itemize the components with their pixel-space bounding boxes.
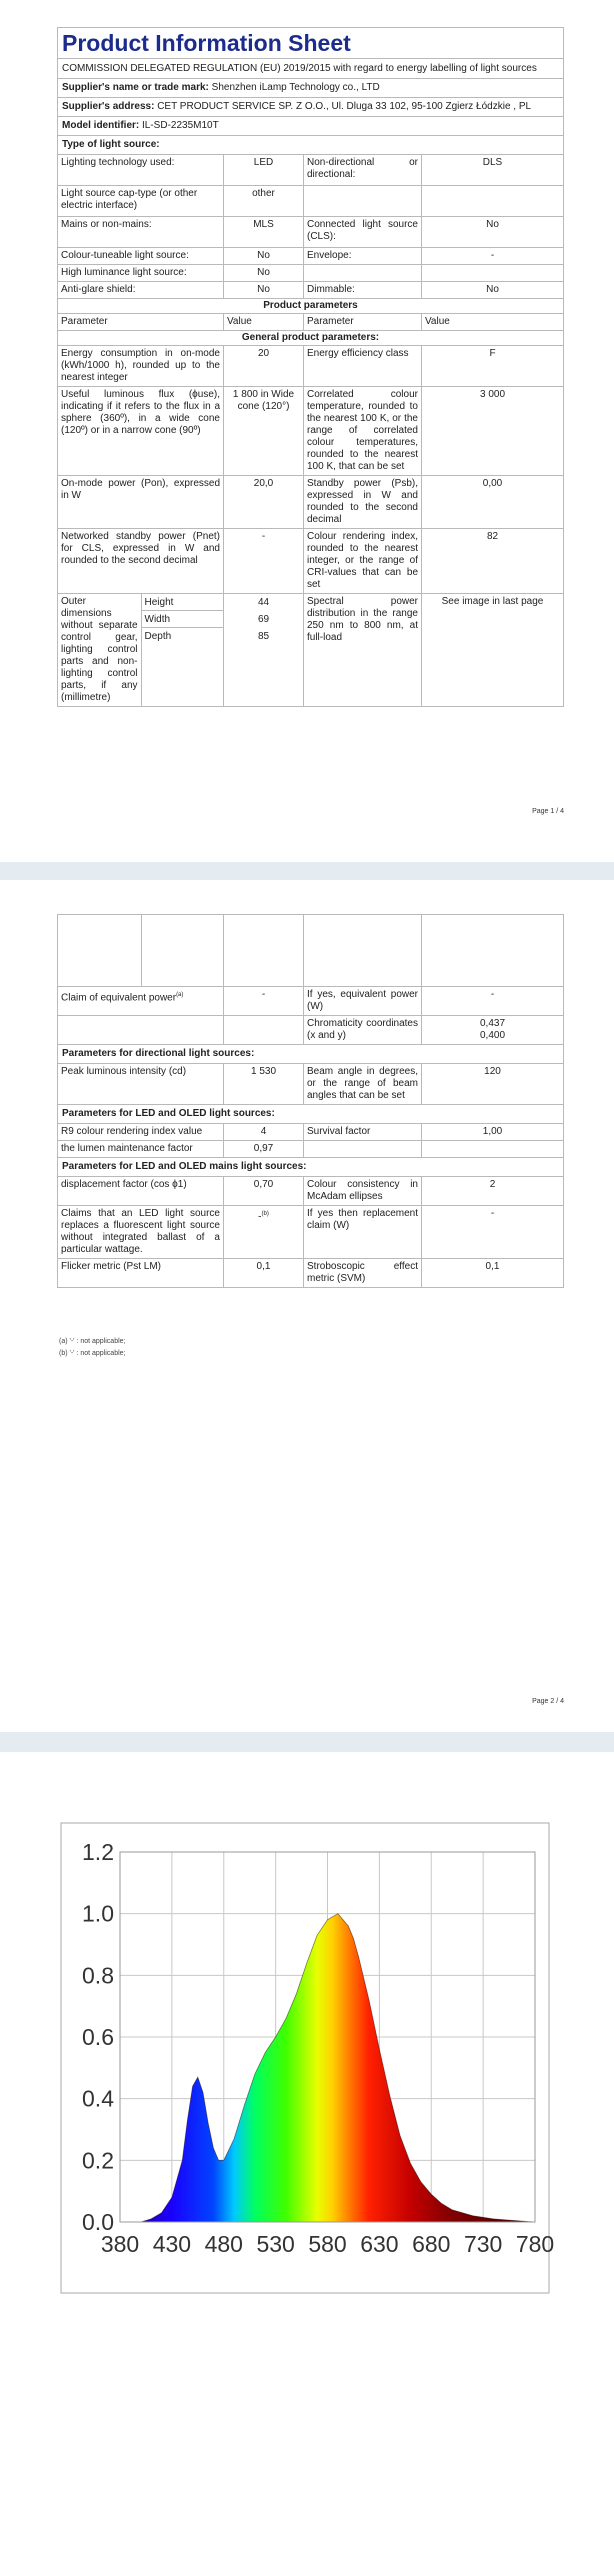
outer-dimensions [58,594,224,706]
product-params-heading: Product parameters [263,300,358,311]
cap-label: Light source cap-type (or other electric interface) [58,186,224,216]
col-value: Value [224,314,304,330]
connected-label: Connected light source (CLS): [304,217,422,247]
page-3 [0,1752,614,2560]
strobo-label: Stroboscopic effect metric (SVM) [304,1259,422,1287]
supplier-name-label: Supplier's name or trade mark: [62,82,209,93]
page-number-1: Page 1 / 4 [532,808,564,815]
mains-label: Mains or non-mains: [58,217,224,247]
spectral-label: Spectral power distribution in the range 250 nm to 800 nm, at full-load [304,594,422,706]
x-tick-label: 430 [152,2231,192,2257]
depth-label: Depth [144,631,172,642]
mains-value: MLS [224,217,304,247]
supplier-address-label: Supplier's address: [62,101,155,112]
y-tick-label: 1.2 [82,1839,114,1865]
survival-label: Survival factor [304,1124,422,1140]
col-value-2: Value [425,316,450,327]
fluor-label: Claims that an LED light source replaces a fluorescent light source without integrated ballast of a particular wattage. [58,1206,224,1258]
footnotes [57,1336,125,1360]
networked-value: - [224,529,304,593]
strobo-value: 0,1 [485,1261,500,1272]
footnote-a: (a) '-' : not applicable; [59,1338,126,1345]
equiv-power-value: - [490,989,495,1000]
cri-label: Colour rendering index, rounded to the nearest integer, or the range of CRI-values that can be set [304,529,422,593]
x-tick-label: 680 [412,2231,451,2257]
model-label: Model identifier: [62,120,140,131]
sheet-title: Product Information Sheet [58,28,563,59]
height-label: Height [142,594,223,611]
efficiency-label: Energy efficiency class [304,346,422,386]
colour-tune-value: No [224,248,304,264]
col-parameter: Parameter [58,314,224,330]
depth-value: 85 [257,631,270,642]
width-value: 69 [257,614,270,625]
consistency-value: 2 [489,1179,496,1190]
cct-value: 3 000 [479,389,506,400]
envelope-label: Envelope: [304,248,422,264]
high-lum-label: High luminance light source: [58,265,224,281]
energy-value: 20 [224,346,304,386]
cap-value: other [224,186,304,216]
height-value: 44 [257,597,270,608]
equiv-power-label: If yes, equivalent power (W) [304,987,422,1015]
displacement-value: 0,70 [224,1177,304,1205]
flicker-value: 0,1 [224,1259,304,1287]
flicker-label: Flicker metric (Pst LM) [58,1259,224,1287]
width-label: Width [142,611,223,628]
supplier-name-row [58,79,384,97]
high-lum-value: No [224,265,304,281]
directional-label: Non-directional or directional: [304,155,422,185]
networked-label: Networked standby power (Pnet) for CLS, expressed in W and rounded to the second decimal [58,529,224,593]
y-tick-label: 0.0 [82,2209,114,2235]
y-tick-label: 0.4 [82,2085,114,2112]
flux-label: Useful luminous flux (ϕuse), indicating if it refers to the flux in a sphere (360º), in a wide cone (120º) or in a narrow cone (90º) [58,387,224,475]
chroma-label: Chromaticity coordinates (x and y) [304,1016,422,1044]
lumen-maint-value: 0,97 [224,1141,304,1157]
fluor-value: -$^{(b)}$ [224,1206,304,1258]
page-2 [0,880,614,1732]
spectrum-area [120,1914,535,2222]
page-separator [0,862,614,880]
x-tick-label: 780 [515,2231,555,2257]
info-sheet-page-1 [57,27,564,707]
general-heading: General product parameters: [241,332,380,343]
cct-label: Correlated colour temperature, rounded to the nearest 100 K, or the range of correlated colour temperatures, rounded to the nearest 100 K, that can be set [304,387,422,475]
peak-value: 1 530 [224,1064,304,1104]
r9-label: R9 colour rendering index value [58,1124,224,1140]
standby-value: 0,00 [482,478,503,489]
spectral-value: See image in last page [441,596,544,607]
colour-tune-label: Colour-tuneable light source: [58,248,224,264]
footnote-b: (b) '-' : not applicable; [59,1350,126,1357]
x-tick-label: 530 [256,2231,295,2257]
page-number-2: Page 2 / 4 [532,1698,564,1705]
equiv-label: Claim of equivalent power$^{(a)}$ [58,987,224,1015]
efficiency-value: F [489,348,496,359]
x-tick-label: 480 [204,2231,243,2257]
consistency-label: Colour consistency in McAdam ellipses [304,1177,422,1205]
anti-glare-label: Anti-glare shield: [58,282,224,298]
dimmable-value: No [486,284,499,295]
y-tick-label: 0.2 [82,2147,114,2174]
mains-heading: Parameters for LED and OLED mains light sources: [62,1161,307,1172]
model-value: IL-SD-2235M10T [142,120,219,131]
lumen-maint-label: the lumen maintenance factor [58,1141,224,1157]
page-separator-2 [0,1732,614,1752]
onmode-value: 20,0 [224,476,304,528]
r9-value: 4 [224,1124,304,1140]
spectral-chart [60,1822,555,2312]
regulation-text: COMMISSION DELEGATED REGULATION (EU) 2019/2015 with regard to energy labelling of light sources [62,63,537,74]
col-parameter-2: Parameter [304,314,422,330]
x-tick-label: 380 [100,2231,140,2257]
tech-label: Lighting technology used: [58,155,224,185]
spectral-chart-svg [60,1822,555,2312]
model-row [58,117,223,135]
supplier-name-value: Shenzhen iLamp Technology co., LTD [211,82,380,93]
x-tick-label: 730 [463,2231,503,2257]
supplier-address-row [58,98,535,116]
led-heading: Parameters for LED and OLED light sources: [62,1108,275,1119]
outer-label: Outer dimensions without separate control gear, lighting control parts and non-lighting control parts, if any (millimetre) [58,594,142,706]
beam-value: 120 [484,1066,501,1077]
equiv-value: - [224,987,304,1015]
anti-glare-value: No [224,282,304,298]
directional-heading: Parameters for directional light sources: [62,1048,255,1059]
replace-value: - [490,1208,495,1219]
chroma-values: 0,437 0,400 [479,1018,506,1041]
page-1 [0,0,614,862]
supplier-address-value: CET PRODUCT SERVICE SP. Z O.O., Ul. Dluga 33 102, 95-100 Zgierz Łódzkie , PL [157,101,532,112]
peak-label: Peak luminous intensity (cd) [58,1064,224,1104]
x-tick-label: 580 [308,2231,347,2257]
flux-value: 1 800 in Wide cone (120°) [224,387,304,475]
survival-value: 1,00 [482,1126,503,1137]
y-tick-label: 0.8 [82,1962,114,1989]
envelope-value: - [490,250,495,261]
directional-value: DLS [482,157,503,168]
x-tick-label: 630 [360,2231,399,2257]
replace-label: If yes then replacement claim (W) [304,1206,422,1258]
dimmable-label: Dimmable: [304,282,422,298]
info-sheet-page-2 [57,914,564,1288]
energy-label: Energy consumption in on-mode (kWh/1000 h), rounded up to the nearest integer [58,346,224,386]
y-tick-label: 0.6 [82,2024,114,2050]
displacement-label: displacement factor (cos ϕ1) [58,1177,224,1205]
tech-value: LED [224,155,304,185]
connected-value: No [486,219,499,230]
cri-value: 82 [486,531,499,542]
y-tick-label: 1.0 [82,1900,114,1927]
standby-label: Standby power (Psb), expressed in W and rounded to the second decimal [304,476,422,528]
type-heading: Type of light source: [62,139,160,150]
onmode-label: On-mode power (Pon), expressed in W [58,476,224,528]
beam-label: Beam angle in degrees, or the range of beam angles that can be set [304,1064,422,1104]
